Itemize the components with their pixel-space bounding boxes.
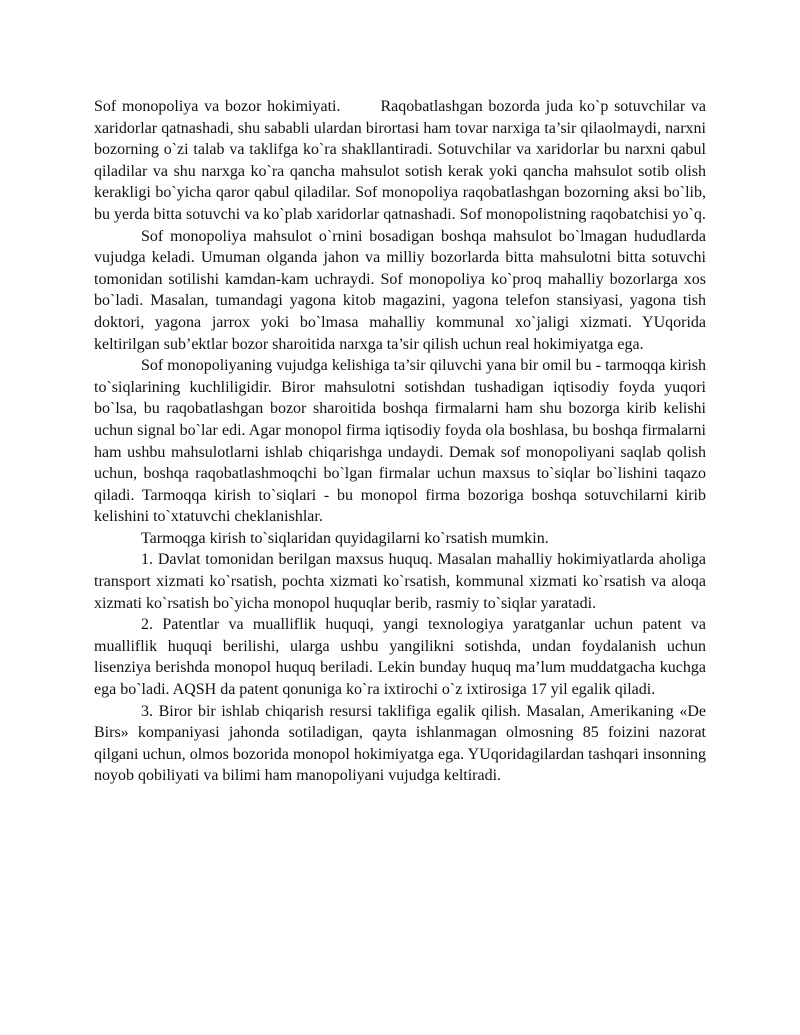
list-item-1: 1. Davlat tomonidan berilgan maxsus huquq. Masalan mahalliy hokimiyatlarda aholiga transport xizmati ko`rsatish, pochta xizmati ko`rsatish, kommunal xizmati ko`rsatish va aloqa xizmati ko`rsatish bo`yicha monopol huquqlar berib, rasmiy to`siqlar yaratadi. — [94, 551, 706, 612]
intro-paragraph — [94, 96, 706, 226]
paragraph-3: Tarmoqga kirish to`siqlaridan quyidagilarni ko`rsatish mumkin. — [141, 529, 549, 547]
document-page — [94, 96, 706, 787]
intro-text: Raqobatlashgan bozorda juda ko`p sotuvchilar va xaridorlar qatnashadi, shu sababli ulardan birortasi ham tovar narxiga ta’sir qilaolmaydi, narxni bozorning o`zi talab va taklifga ko`ra shakllantiradi. Sotuvchilar va xaridorlar bu narxni qabul qiladilar va shu narxga ko`ra qancha mahsulot sotish kerak yoki qancha mahsulot sotib olish kerakligi bo`yicha qaror qabul qiladilar. Sof monopoliya raqobatlashgan bozorning aksi bo`lib, bu yerda bitta sotuvchi va ko`plab xaridorlar qatnashadi. Sof monopolistning raqobatchisi yo`q. — [94, 98, 707, 223]
list-item-3: 3. Biror bir ishlab chiqarish resursi taklifiga egalik qilish. Masalan, Amerikaning «De Birs» kompaniyasi jahonda sotiladigan, qayta ishlanmagan olmosning 85 foizini nazorat qilgani uchun, olmos bozorida monopol hokimiyatga ega. YUqoridagilardan tashqari insonning noyob qobiliyati va bilimi ham manopoliyani vujudga keltiradi. — [94, 702, 706, 785]
paragraph-2: Sof monopoliyaning vujudga kelishiga ta’sir qiluvchi yana bir omil bu - tarmoqqa kirish to`siqlarining kuchliligidir. Biror mahsulotni sotishdan tushadigan iqtisodiy foyda yuqori bo`lsa, bu raqobatlashgan bozor sharoitida boshqa firmalarni ham shu bozorga kirib kelishi uchun signal bo`lar edi. Agar monopol firma iqtisodiy foyda ola boshlasa, bu boshqa firmalarni ham ushbu mahsulotlarni ishlab chiqarishga undaydi. Demak sof monopoliyani saqlab qolish uchun, boshqa raqobatlashmoqchi bo`lgan firmalar uchun maxsus to`siqlar bo`lishini taqazo qiladi. Tarmoqqa kirish to`siqlari - bu monopol firma bozoriga boshqa sotuvchilarni kirib kelishini to`xtatuvchi cheklanishlar. — [94, 357, 706, 526]
list-item-2: 2. Patentlar va mualliflik huquqi, yangi texnologiya yaratganlar uchun patent va mualliflik huquqi berilishi, ularga ushbu yangilikni sotishda, undan foydalanish uchun lisenziya berishda monopol huquq beriladi. Lekin bunday huquq ma’lum muddatgacha kuchga ega bo`ladi. AQSH da patent qonuniga ko`ra ixtirochi o`z ixtirosiga 17 yil egalik qiladi. — [94, 616, 706, 699]
paragraph-1: Sof monopoliya mahsulot o`rnini bosadigan boshqa mahsulot bo`lmagan hududlarda vujudga keladi. Umuman olganda jahon va milliy bozorlarda bitta mahsulotni bitta sotuvchi tomonidan sotilishi kamdan-kam uchraydi. Sof monopoliya ko`proq mahalliy bozorlarga xos bo`ladi. Masalan, tumandagi yagona kitob magazini, yagona telefon stansiyasi, yagona tish doktori, yagona jarrox yoki bo`lmasa mahalliy kommunal xo`jaligi xizmati. YUqorida keltirilgan sub’ektlar bozor sharoitida narxga ta’sir qilish uchun real hokimiyatga ega. — [94, 227, 706, 353]
section-heading: Sof monopoliya va bozor hokimiyati. — [94, 98, 341, 115]
